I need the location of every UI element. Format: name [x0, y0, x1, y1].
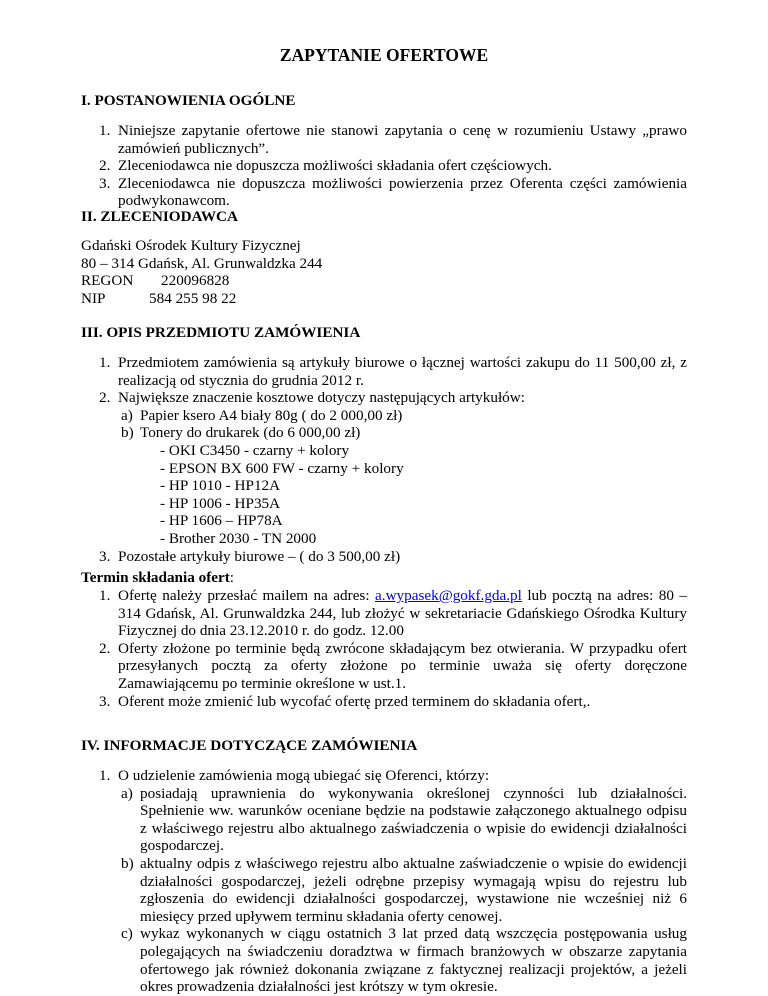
toner-item: - HP 1010 - HP12A	[160, 477, 281, 495]
sub-list-item: a) Papier ksero A4 biały 80g ( do 2 000,00 zł)	[121, 406, 403, 424]
sub-list	[118, 407, 687, 548]
sub-list	[118, 785, 687, 996]
sub-list-item: c) wykaz wykonanych w ciągu ostatnich 3 lat przed datą wszczęcia postępowania usług polegających na świadczeniu doradztwa w firmach branżowych w obszarze zapytania ofertowego jak również dokonania związane z faktycznej realizacji projektów, a jeżeli okres prowadzenia działalności jest krótszy w tym okresie.	[121, 925, 687, 996]
toner-item: - HP 1006 - HP35A	[160, 494, 281, 512]
sub-list-item: b) aktualny odpis z właściwego rejestru albo aktualne zaświadczenie o wpisie do ewidencji działalności gospodarczej, jeżeli odrębne przepisy wymagają wpisu do rejestru lub zgłoszenia do ewidencji działalności gospodarczej, wystawione nie wcześniej niż 6 miesięcy przed upływem terminu składania oferty cenowej.	[121, 854, 687, 925]
contractor-details	[81, 237, 322, 307]
list-item: 3. Pozostałe artykuły biurowe – ( do 3 500,00 zł)	[99, 547, 401, 565]
list-item: 2. Zleceniodawca nie dopuszcza możliwości składania ofert częściowych.	[99, 157, 552, 175]
nip-line: NIP 584 255 98 22	[81, 289, 237, 307]
deadline-list	[81, 587, 687, 710]
org-address: 80 – 314 Gdańsk, Al. Grunwaldzka 244	[81, 254, 323, 272]
org-name: Gdański Ośrodek Kultury Fizycznej	[81, 237, 301, 254]
list-item: 3. Zleceniodawca nie dopuszcza możliwości powierzenia przez Oferenta części zamówienia podwykonawcom.	[99, 174, 687, 210]
list-item: 3. Oferent może zmienić lub wycofać ofertę przed terminem do składania ofert,.	[99, 692, 591, 710]
section-4-list	[81, 767, 687, 996]
deadline-heading: Termin składania ofert:	[81, 569, 235, 586]
toner-item: - OKI C3450 - czarny + kolory	[160, 441, 350, 459]
section-1-list	[81, 122, 687, 210]
list-item: 1. Ofertę należy przesłać mailem na adres: a.wypasek@gokf.gda.pl lub pocztą na adres: 80 – 314 Gdańsk, Al. Grunwaldzka 244, lub złożyć w sekretariacie Gdańskiego Ośrodka Kultury Fizycznej do dnia 23.12.2010 r. do godz. 12.00	[99, 587, 688, 640]
toner-item: - EPSON BX 600 FW - czarny + kolory	[160, 459, 404, 477]
list-item: 2. Oferty złożone po terminie będą zwrócone składającym bez otwierania. W przypadku ofert przesyłanych pocztą za oferty złożone po terminie uważa się oferty doręczone Zamawiającemu po terminie określone w ust.1.	[99, 639, 687, 692]
toner-item: - HP 1606 – HP78A	[160, 512, 283, 530]
section-1-heading: I. POSTANOWIENIA OGÓLNE	[81, 92, 296, 109]
sub-list-item: b) Tonery do drukarek (do 6 000,00 zł) - OKI C3450 - czarny + kolory - EPSON BX 600 FW - czarny + kolory - HP 1010 - HP12A - HP 1006 - HP35A - HP 1606 – HP78A - Brother 2030 - TN 2000	[118, 424, 687, 547]
email-link[interactable]: a.wypasek@gokf.gda.pl	[375, 587, 522, 604]
section-4-heading: IV. INFORMACJE DOTYCZĄCE ZAMÓWIENIA	[81, 737, 418, 754]
toner-item: - Brother 2030 - TN 2000	[160, 529, 317, 547]
section-2-heading: II. ZLECENIODAWCA	[81, 208, 238, 225]
document-title: ZAPYTANIE OFERTOWE	[279, 45, 489, 65]
regon-line: REGON 220096828	[81, 272, 230, 290]
list-item: 1. O udzielenie zamówienia mogą ubiegać się Oferenci, którzy: a) posiadają uprawnienia do wykonywania określonej czynności lub działalności. Spełnienie ww. warunków oceniane będzie na podstawie załączonego aktualnego odpisu z właściwego rejestru albo aktualnego zaświadczenia o wpisie do ewidencji działalności gospodarczej. b) aktualny odpis z właściwego rejestru albo aktualne zaświadczenie o wpisie do ewidencji działalności gospodarczej, jeżeli odrębne przepisy wymagają wpisu do rejestru lub zgłoszenia do ewidencji działalności gospodarczej, wystawione nie wcześniej niż 6 miesięcy przed upływem terminu składania oferty cenowej. c) wykaz wykonanych w ciągu ostatnich 3 lat przed datą wszczęcia postępowania usług polegających na świadczeniu doradztwa w firmach branżowych w obszarze zapytania ofertowego jak również dokonania związane z faktycznej realizacji projektów, a jeżeli okres prowadzenia działalności jest krótszy w tym okresie.	[99, 767, 687, 996]
list-item: 1. Przedmiotem zamówienia są artykuły biurowe o łącznej wartości zakupu do 11 500,00 zł, z realizacją od stycznia do grudnia 2012 r.	[99, 354, 687, 389]
list-item: 1. Niniejsze zapytanie ofertowe nie stanowi zapytania o cenę w rozumieniu Ustawy „prawo zamówień publicznych”.	[99, 122, 687, 157]
sub-list-item: a) posiadają uprawnienia do wykonywania określonej czynności lub działalności. Spełnienie ww. warunków oceniane będzie na podstawie załączonego aktualnego odpisu z właściwego rejestru albo aktualnego zaświadczenia o wpisie do ewidencji działalności gospodarczej.	[121, 784, 687, 855]
list-item: 2. Największe znaczenie kosztowe dotyczy następujących artykułów: a) Papier ksero A4 biały 80g ( do 2 000,00 zł) b) Tonery do drukarek (do 6 000,00 zł) - OKI C3450 - czarny + kolory - EPSON BX 600 FW - czarny + kolory - HP 1010 - HP12A - HP 1006 - HP35A - HP 1606 – HP78A - Brother 2030 - TN 2000	[81, 389, 687, 547]
section-3-list	[81, 354, 687, 565]
section-3-heading: III. OPIS PRZEDMIOTU ZAMÓWIENIA	[81, 324, 361, 341]
